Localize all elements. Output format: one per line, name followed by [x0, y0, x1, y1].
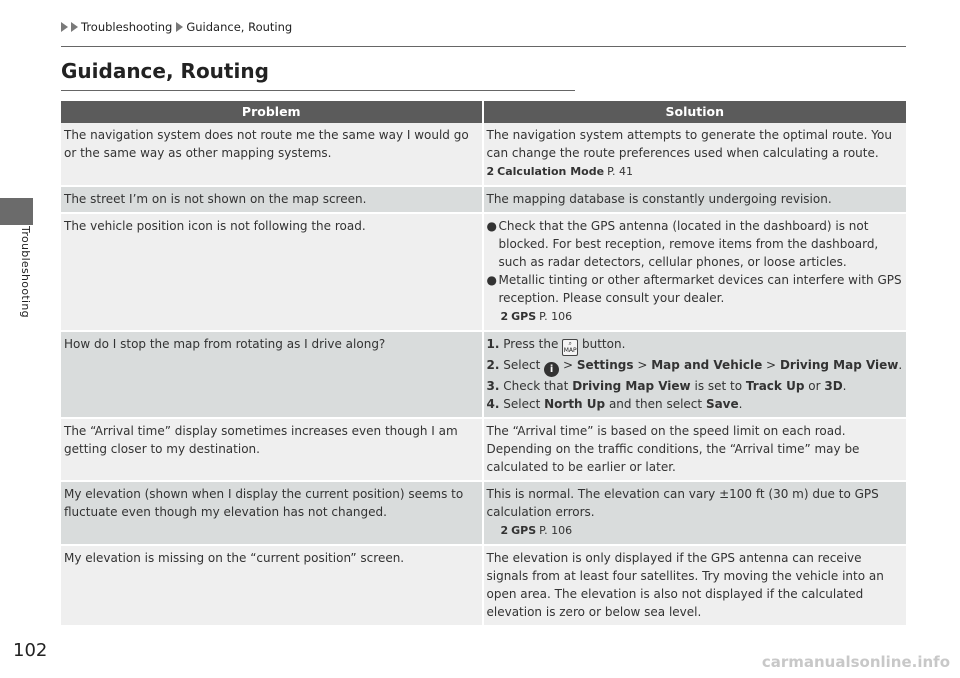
- column-header-solution: Solution: [484, 101, 907, 123]
- reference-label: Calculation Mode: [497, 165, 605, 178]
- table-row: [61, 417, 906, 480]
- title-underline: [61, 90, 575, 91]
- separator: >: [562, 358, 573, 372]
- problem-cell: The “Arrival time” display sometimes increases even though I am getting closer to my destination.: [61, 417, 484, 480]
- solution-cell: The “Arrival time” is based on the speed limit on each road. Depending on the traffic conditions, the “Arrival time” may be calculated to be earlier or later.: [484, 417, 907, 480]
- problem-cell: My elevation is missing on the “current position” screen.: [61, 544, 484, 625]
- step-text: and then select: [608, 397, 703, 411]
- punctuation: .: [738, 397, 743, 411]
- column-header-problem: Problem: [61, 101, 484, 123]
- solution-cell: [484, 330, 907, 417]
- step-number: 4.: [486, 397, 500, 411]
- bullet-item: [487, 271, 904, 307]
- breadcrumb-item[interactable]: Troubleshooting: [81, 20, 173, 34]
- reference-page: P. 106: [539, 310, 573, 323]
- menu-item: 3D: [824, 379, 843, 393]
- problem-cell: The navigation system does not route me the same way I would go or the same way as other mapping systems.: [61, 123, 484, 185]
- solution-text: This is normal. The elevation can vary ±100 ft (30 m) due to GPS calculation errors.: [486, 487, 879, 519]
- page-number: 102: [13, 640, 48, 661]
- watermark-logo: carmanualsonline.info: [761, 653, 950, 671]
- bullet-icon: ●: [486, 219, 497, 233]
- cross-reference[interactable]: [487, 522, 904, 540]
- section-tab: [0, 198, 33, 225]
- breadcrumb-item[interactable]: Guidance, Routing: [186, 20, 293, 34]
- step-item: [487, 356, 904, 377]
- breadcrumb: [61, 20, 292, 34]
- problem-cell: My elevation (shown when I display the current position) seems to fluctuate even though my elevation has not changed.: [61, 480, 484, 544]
- punctuation: .: [898, 358, 903, 372]
- cross-reference[interactable]: [487, 163, 904, 181]
- step-text: Select: [503, 358, 541, 372]
- step-number: 1.: [486, 337, 500, 351]
- problem-cell: The vehicle position icon is not following the road.: [61, 212, 484, 330]
- step-text: or: [808, 379, 821, 393]
- problem-cell: The street I’m on is not shown on the map screen.: [61, 185, 484, 212]
- step-text: is set to: [694, 379, 743, 393]
- punctuation: .: [842, 379, 847, 393]
- arrow-icon: [61, 22, 68, 32]
- cross-reference[interactable]: [487, 308, 904, 326]
- page-title: Guidance, Routing: [61, 59, 269, 83]
- step-text: Press the: [503, 337, 559, 351]
- reference-icon: 2: [486, 165, 495, 178]
- step-text: Check that: [503, 379, 569, 393]
- step-number: 3.: [486, 379, 500, 393]
- map-button-icon: ⌕ MAP: [563, 340, 577, 354]
- step-item: [487, 377, 904, 395]
- table-row: [61, 480, 906, 544]
- info-icon: i: [544, 362, 559, 377]
- solution-cell: The elevation is only displayed if the GPS antenna can receive signals from at least four satellites. Try moving the vehicle into an open area. The elevation is also not displayed if the calculated elevation is zero or below sea level.: [484, 544, 907, 625]
- solution-cell: [484, 123, 907, 185]
- section-label: Troubleshooting: [19, 226, 32, 318]
- menu-item: Track Up: [745, 379, 805, 393]
- table-row: [61, 123, 906, 185]
- solution-cell: The mapping database is constantly undergoing revision.: [484, 185, 907, 212]
- step-item: [487, 335, 904, 356]
- table-row: [61, 544, 906, 625]
- reference-page: P. 106: [539, 524, 573, 537]
- separator: >: [637, 358, 648, 372]
- table-row: [61, 212, 906, 330]
- bullet-item: [487, 217, 904, 271]
- bullet-text: Metallic tinting or other aftermarket devices can interfere with GPS reception. Please consult your dealer.: [498, 273, 902, 305]
- reference-label: GPS: [511, 524, 537, 537]
- step-text: Select: [503, 397, 541, 411]
- step-text: button.: [582, 337, 626, 351]
- problem-cell: How do I stop the map from rotating as I drive along?: [61, 330, 484, 417]
- reference-icon: 2: [500, 524, 509, 537]
- menu-item: North Up: [544, 397, 606, 411]
- troubleshooting-table: [61, 101, 906, 625]
- header-divider: [61, 46, 906, 47]
- solution-text: The navigation system attempts to generate the optimal route. You can change the route preferences used when calculating a route.: [486, 128, 892, 160]
- step-item: [487, 395, 904, 413]
- table-row: [61, 185, 906, 212]
- bullet-icon: ●: [486, 273, 497, 287]
- reference-label: GPS: [511, 310, 537, 323]
- step-number: 2.: [486, 358, 500, 372]
- reference-page: P. 41: [607, 165, 633, 178]
- menu-item: Map and Vehicle: [651, 358, 763, 372]
- solution-cell: [484, 480, 907, 544]
- solution-cell: [484, 212, 907, 330]
- table-row: [61, 330, 906, 417]
- menu-item: Settings: [576, 358, 634, 372]
- separator: >: [766, 358, 777, 372]
- arrow-icon: [71, 22, 78, 32]
- menu-item: Driving Map View: [779, 358, 899, 372]
- reference-icon: 2: [500, 310, 509, 323]
- bullet-text: Check that the GPS antenna (located in the dashboard) is not blocked. For best reception, remove items from the dashboard, such as radar detectors, cellular phones, or loose articles.: [498, 219, 879, 269]
- arrow-icon: [176, 22, 183, 32]
- menu-item: Save: [705, 397, 739, 411]
- menu-item: Driving Map View: [572, 379, 691, 393]
